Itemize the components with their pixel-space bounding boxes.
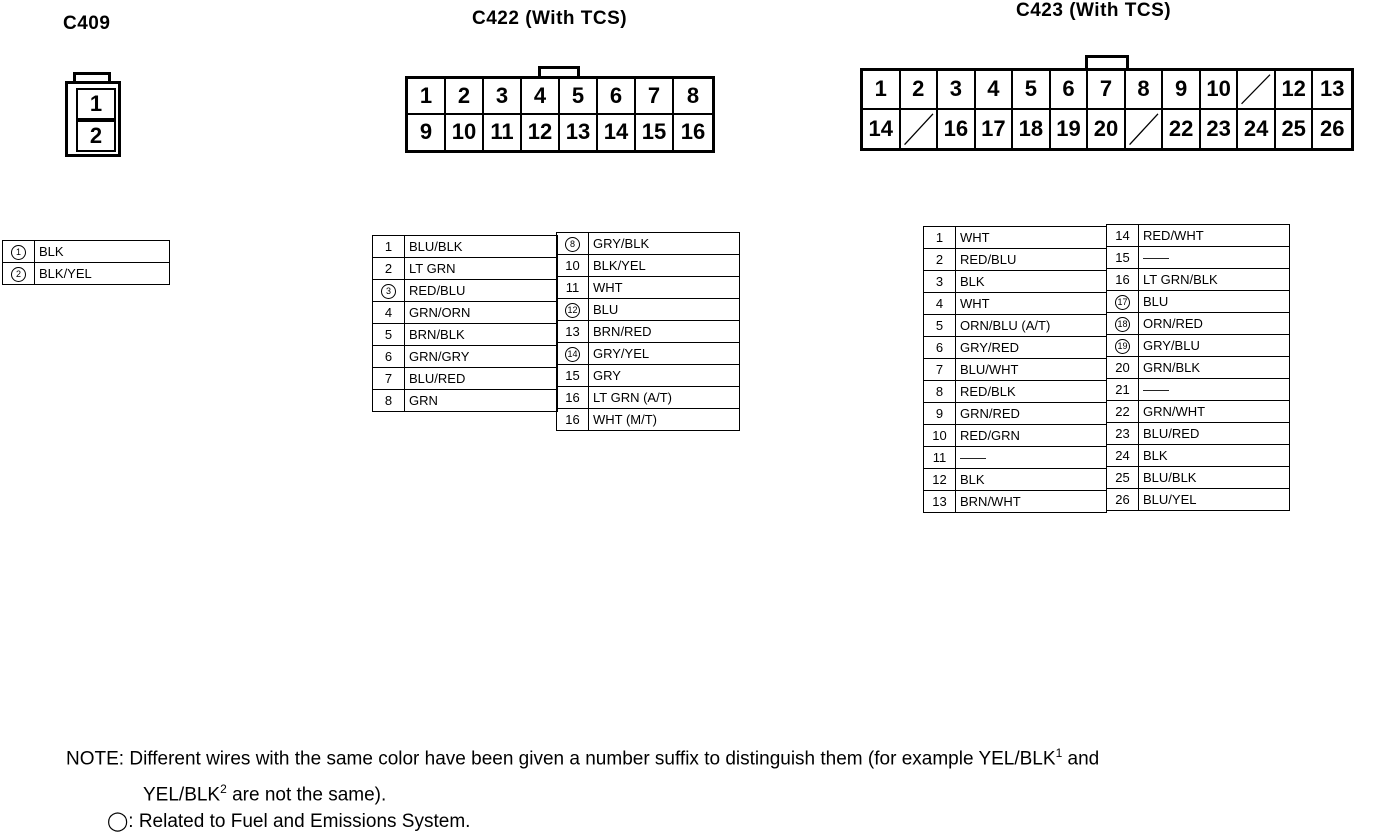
c423-wire-color: BLU/BLK <box>1139 467 1290 489</box>
c409-pin-1: 1 <box>76 88 116 120</box>
table-row <box>1107 291 1290 313</box>
c422-wire-color: BLU <box>589 299 740 321</box>
c422-pin-number <box>557 343 589 365</box>
table-row <box>1107 335 1290 357</box>
c422-wire-color: GRN <box>405 390 558 412</box>
c422-pin-10: 10 <box>446 115 484 151</box>
c423-pin-1: 1 <box>863 71 901 110</box>
c422-wire-color: GRY/YEL <box>589 343 740 365</box>
c422-pin-5: 5 <box>560 79 598 115</box>
circled-pin-number: 12 <box>565 303 580 318</box>
c423-title: C423 (With TCS) <box>1016 0 1172 21</box>
c423-pin-16: 16 <box>938 110 976 149</box>
c423-pin-number: 24 <box>1107 445 1139 467</box>
c423-pin-number: 2 <box>924 249 956 271</box>
c423-pin-number: 21 <box>1107 379 1139 401</box>
c422-pin-number: 16 <box>557 387 589 409</box>
c423-pin-number: 26 <box>1107 489 1139 511</box>
c422-wire-color: BRN/RED <box>589 321 740 343</box>
c423-wire-color: WHT <box>956 293 1107 315</box>
c422-wire-color: WHT (M/T) <box>589 409 740 431</box>
c422-wire-color: BLU/BLK <box>405 236 558 258</box>
c423-pin-number: 12 <box>924 469 956 491</box>
c409-title: C409 <box>63 13 111 34</box>
table-row <box>373 280 558 302</box>
table-row <box>1107 357 1290 379</box>
c423-pin-25: 25 <box>1276 110 1314 149</box>
c422-pin-grid <box>408 79 712 150</box>
c423-pin-number: 1 <box>924 227 956 249</box>
circled-pin-number: 8 <box>565 237 580 252</box>
table-row <box>924 315 1107 337</box>
c423-pin-7: 7 <box>1088 71 1126 110</box>
c423-wire-color: RED/GRN <box>956 425 1107 447</box>
c423-pin-26: 26 <box>1319 115 1345 141</box>
table-row <box>924 403 1107 425</box>
c423-blank-cavity <box>1126 110 1164 149</box>
c423-pin-2: 2 <box>901 71 939 110</box>
c423-pin-4: 4 <box>976 71 1014 110</box>
c422-pin-number: 1 <box>373 236 405 258</box>
c423-wire-color: GRY/RED <box>956 337 1107 359</box>
table-row <box>924 249 1107 271</box>
c423-wire-color: —— <box>1139 379 1290 401</box>
c423-wire-color: GRN/BLK <box>1139 357 1290 379</box>
circled-pin-number: 3 <box>381 284 396 299</box>
c423-pin-number: 6 <box>924 337 956 359</box>
c409-connector <box>65 81 121 157</box>
c423-pin-number <box>1107 291 1139 313</box>
c423-pin-6: 6 <box>1051 71 1089 110</box>
c423-wire-color: BLK <box>956 271 1107 293</box>
legend-text: Related to Fuel and Emissions System. <box>138 811 471 832</box>
c423-pin-12: 12 <box>1276 71 1314 110</box>
c422-pin-number: 7 <box>373 368 405 390</box>
c422-pin-number <box>557 299 589 321</box>
c423-pin-9: 9 <box>1163 71 1201 110</box>
c422-pin-13: 13 <box>560 115 598 151</box>
c422-pin-16: 16 <box>680 119 706 145</box>
table-row <box>924 447 1107 469</box>
c423-pin-20: 20 <box>1088 110 1126 149</box>
c423-pin-number: 22 <box>1107 401 1139 423</box>
c423-pin-14: 14 <box>863 110 901 149</box>
table-row <box>1107 423 1290 445</box>
table-row <box>924 293 1107 315</box>
c409-wire-color: BLK/YEL <box>35 263 170 285</box>
c423-wire-color: RED/BLK <box>956 381 1107 403</box>
c423-wire-color: —— <box>956 447 1107 469</box>
c409-wire-table <box>2 240 170 285</box>
circled-pin-number: 17 <box>1115 295 1130 310</box>
c423-wire-color: ORN/BLU (A/T) <box>956 315 1107 337</box>
c423-wire-color: BLU <box>1139 291 1290 313</box>
c422-pin-3: 3 <box>484 79 522 115</box>
table-row <box>373 390 558 412</box>
table-row <box>557 255 740 277</box>
table-row <box>557 321 740 343</box>
c423-pin-10: 10 <box>1201 71 1239 110</box>
c422-pin-number <box>373 280 405 302</box>
table-row <box>557 277 740 299</box>
c422-title: C422 (With TCS) <box>472 8 628 29</box>
table-row <box>373 258 558 280</box>
c423-pin-5: 5 <box>1013 71 1051 110</box>
c422-pin-number: 4 <box>373 302 405 324</box>
table-row <box>373 368 558 390</box>
c422-wire-table-left <box>372 235 558 412</box>
c423-wire-table-right <box>1106 224 1290 511</box>
c422-pin-1: 1 <box>408 79 446 115</box>
circled-pin-number: 2 <box>11 267 26 282</box>
table-row <box>1107 489 1290 511</box>
c423-pin-number: 9 <box>924 403 956 425</box>
c423-wire-color: GRN/RED <box>956 403 1107 425</box>
c423-wire-color: RED/BLU <box>956 249 1107 271</box>
c423-pin-3: 3 <box>938 71 976 110</box>
c423-pin-number <box>1107 313 1139 335</box>
c422-pin-15: 15 <box>636 115 674 151</box>
c409-wire-color: BLK <box>35 241 170 263</box>
c422-wire-color: RED/BLU <box>405 280 558 302</box>
c422-pin-7: 7 <box>636 79 674 115</box>
c422-pin-number: 5 <box>373 324 405 346</box>
c422-pin-number: 15 <box>557 365 589 387</box>
c423-pin-22: 22 <box>1163 110 1201 149</box>
c422-pin-number <box>557 233 589 255</box>
c422-wire-color: GRN/GRY <box>405 346 558 368</box>
c423-pin-number: 13 <box>924 491 956 513</box>
c423-pin-number: 10 <box>924 425 956 447</box>
c422-pin-number: 11 <box>557 277 589 299</box>
c422-wire-color: GRN/ORN <box>405 302 558 324</box>
c423-pin-13: 13 <box>1313 71 1351 110</box>
c423-connector <box>860 68 1354 151</box>
c422-pin-number: 6 <box>373 346 405 368</box>
c423-wire-color: WHT <box>956 227 1107 249</box>
c423-pin-number: 23 <box>1107 423 1139 445</box>
c422-pin-6: 6 <box>598 79 636 115</box>
table-row <box>1107 379 1290 401</box>
table-row <box>924 337 1107 359</box>
note-text-2b: are not the same). <box>226 784 387 806</box>
table-row <box>3 241 170 263</box>
c423-wire-color: BLK <box>956 469 1107 491</box>
c423-wire-color: BLU/RED <box>1139 423 1290 445</box>
table-row <box>373 302 558 324</box>
table-row <box>924 425 1107 447</box>
table-row <box>3 263 170 285</box>
table-row <box>924 359 1107 381</box>
c409-pin-number <box>3 263 35 285</box>
c422-pin-8: 8 <box>674 79 712 115</box>
c423-pin-23: 23 <box>1201 110 1239 149</box>
c423-wire-color: GRN/WHT <box>1139 401 1290 423</box>
c423-pin-number: 5 <box>924 315 956 337</box>
c422-wire-color: GRY/BLK <box>589 233 740 255</box>
c423-pin-17: 17 <box>976 110 1014 149</box>
c422-pin-11: 11 <box>484 115 522 151</box>
c423-wire-table-left <box>923 226 1107 513</box>
table-row <box>1107 247 1290 269</box>
table-row <box>557 409 740 431</box>
c423-wire-color: GRY/BLU <box>1139 335 1290 357</box>
c423-wire-color: ORN/RED <box>1139 313 1290 335</box>
c423-wire-color: BRN/WHT <box>956 491 1107 513</box>
c423-pin-number: 15 <box>1107 247 1139 269</box>
c422-pin-14: 14 <box>598 115 636 151</box>
c423-wire-color: BLU/YEL <box>1139 489 1290 511</box>
table-row <box>557 343 740 365</box>
c423-pin-number: 20 <box>1107 357 1139 379</box>
c422-pin-9: 9 <box>408 115 446 151</box>
c422-pin-number: 8 <box>373 390 405 412</box>
c423-wire-color: LT GRN/BLK <box>1139 269 1290 291</box>
note-label: NOTE: <box>66 748 125 770</box>
table-row <box>1107 269 1290 291</box>
c423-pin-number: 7 <box>924 359 956 381</box>
c423-blank-cavity <box>901 110 939 149</box>
note-line-3 <box>107 810 470 833</box>
c423-blank-cavity <box>1238 71 1276 110</box>
c423-wire-color: RED/WHT <box>1139 225 1290 247</box>
table-row <box>1107 313 1290 335</box>
table-row <box>557 365 740 387</box>
c422-wire-color: LT GRN <box>405 258 558 280</box>
table-row <box>924 227 1107 249</box>
note-text-2a: YEL/BLK <box>143 784 221 806</box>
c423-pin-number: 3 <box>924 271 956 293</box>
circled-pin-number: 14 <box>565 347 580 362</box>
c409-pin-number <box>3 241 35 263</box>
c422-connector <box>405 76 715 153</box>
table-row <box>557 233 740 255</box>
c422-pin-4: 4 <box>522 79 560 115</box>
table-row <box>1107 401 1290 423</box>
c422-wire-color: BRN/BLK <box>405 324 558 346</box>
c423-pin-number: 25 <box>1107 467 1139 489</box>
c422-wire-color: BLK/YEL <box>589 255 740 277</box>
table-row <box>924 271 1107 293</box>
table-row <box>1107 467 1290 489</box>
c423-pin-number: 16 <box>1107 269 1139 291</box>
c422-pin-12: 12 <box>522 115 560 151</box>
circled-pin-number: 19 <box>1115 339 1130 354</box>
c422-pin-number: 16 <box>557 409 589 431</box>
c423-pin-number: 4 <box>924 293 956 315</box>
note-line-1 <box>66 746 1099 770</box>
table-row <box>373 324 558 346</box>
c423-pin-8: 8 <box>1126 71 1164 110</box>
table-row <box>373 236 558 258</box>
c423-wire-color: BLU/WHT <box>956 359 1107 381</box>
table-row <box>557 299 740 321</box>
note-text-1a: Different wires with the same color have been given a number suffix to distinguish them (for example YEL/BLK <box>129 748 1056 770</box>
table-row <box>1107 225 1290 247</box>
table-row <box>924 491 1107 513</box>
table-row <box>924 469 1107 491</box>
c423-pin-24: 24 <box>1238 110 1276 149</box>
c422-pin-number: 13 <box>557 321 589 343</box>
c423-wire-color: —— <box>1139 247 1290 269</box>
c423-pin-18: 18 <box>1013 110 1051 149</box>
c422-wire-table-right <box>556 232 740 431</box>
note-line-2 <box>143 782 386 806</box>
c423-pin-grid <box>863 71 1351 148</box>
table-row <box>1107 445 1290 467</box>
c423-pin-number: 8 <box>924 381 956 403</box>
c409-pin-2: 2 <box>76 120 116 152</box>
legend-circle-symbol: ◯: <box>107 811 134 832</box>
c422-pin-number: 2 <box>373 258 405 280</box>
circled-pin-number: 18 <box>1115 317 1130 332</box>
table-row <box>373 346 558 368</box>
c422-pin-number: 10 <box>557 255 589 277</box>
c423-pin-19: 19 <box>1051 110 1089 149</box>
c422-wire-color: LT GRN (A/T) <box>589 387 740 409</box>
table-row <box>557 387 740 409</box>
c422-wire-color: WHT <box>589 277 740 299</box>
c423-pin-number: 11 <box>924 447 956 469</box>
table-row <box>924 381 1107 403</box>
note-sup-1: 1 <box>1055 746 1063 760</box>
c423-pin-number <box>1107 335 1139 357</box>
c423-wire-color: BLK <box>1139 445 1290 467</box>
note-sup-2: 2 <box>220 782 227 796</box>
c422-wire-color: BLU/RED <box>405 368 558 390</box>
c422-pin-2: 2 <box>446 79 484 115</box>
circled-pin-number: 1 <box>11 245 26 260</box>
c422-wire-color: GRY <box>589 365 740 387</box>
note-text-1b: and <box>1062 748 1100 770</box>
c423-pin-number: 14 <box>1107 225 1139 247</box>
